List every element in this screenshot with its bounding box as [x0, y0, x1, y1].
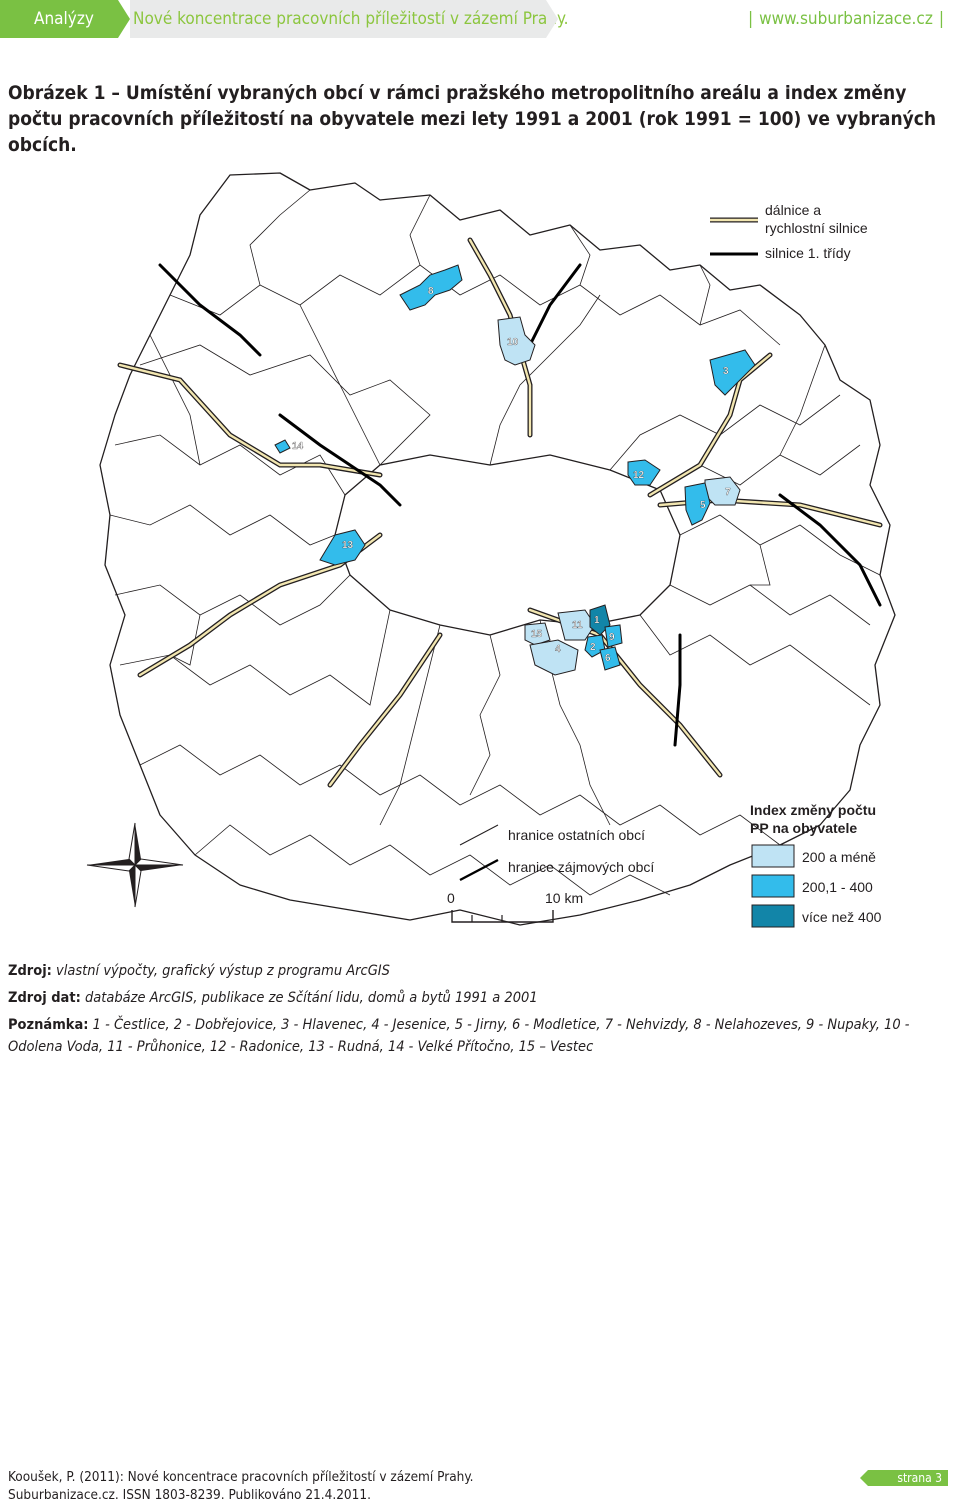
legend-motorway-line2: rychlostní silnice	[765, 220, 868, 236]
legend-class-mid: 200,1 - 400	[802, 879, 873, 895]
north-arrow-icon	[87, 823, 183, 907]
label-13: 13	[342, 540, 354, 551]
index-legend	[750, 802, 882, 927]
scale-end: 10 km	[545, 890, 584, 906]
site-link[interactable]: | www.suburbanizace.cz |	[747, 9, 944, 29]
note-text: 1 - Čestlice, 2 - Dobřejovice, 3 - Hlavenec, 4 - Jesenice, 5 - Jirny, 6 - Modletice, 7 - Nehvizdy, 8 - Nelahozeves, 9 - Nupaky, 10 - Odolena Voda, 11 - Průhonice, 12 - Radonice, 13 - Rudná, 14 - Velké Přítočno, 15 – Vestec	[8, 1017, 910, 1055]
title-arrow	[546, 0, 558, 38]
metro-area-map	[80, 165, 900, 940]
label-2: 2	[590, 642, 596, 653]
section-arrow	[118, 0, 130, 38]
footer-citation: Kooušek, P. (2011): Nové koncentrace pracovních příležitostí v zázemí Prahy.	[8, 1469, 474, 1485]
page-header	[0, 0, 960, 38]
page-badge-arrow	[860, 1470, 868, 1486]
label-8: 8	[428, 286, 434, 297]
legend-class-high: více než 400	[802, 909, 882, 925]
label-9: 9	[609, 632, 615, 643]
legend-motorway-line1: dálnice a	[765, 202, 822, 218]
label-15: 15	[531, 629, 543, 640]
site-url[interactable]: www.suburbanizace.cz	[759, 9, 933, 29]
figure-caption: Obrázek 1 – Umístění vybraných obcí v rámci pražského metropolitního areálu a index změny počtu pracovních příležitostí na obyvatele mezi lety 1991 a 2001 (rok 1991 = 100) ve vybraných obcích.	[8, 82, 937, 156]
label-1: 1	[594, 615, 600, 626]
label-10: 10	[507, 337, 519, 348]
section-label: Analýzy	[0, 0, 118, 38]
footer-issn: Suburbanizace.cz. ISSN 1803-8239. Publikováno 21.4.2011.	[8, 1487, 371, 1503]
data-source-text: databáze ArcGIS, publikace ze Sčítání lidu, domů a bytů 1991 a 2001	[84, 990, 538, 1006]
label-5: 5	[700, 500, 706, 511]
index-legend-title-1: Index změny počtu	[750, 802, 877, 818]
article-title: Nové koncentrace pracovních příležitostí v zázemí Prahy.	[133, 9, 569, 29]
note-label: Poznámka:	[8, 1017, 89, 1033]
legend-swatch-mid	[752, 875, 794, 897]
label-14: 14	[292, 441, 304, 452]
road-legend	[710, 202, 868, 261]
data-source-line	[8, 987, 952, 1009]
page-number: strana 3	[897, 1471, 942, 1485]
index-legend-title-2: PP na obyvatele	[750, 820, 858, 836]
legend-swatch-high	[752, 905, 794, 927]
page-footer	[8, 1468, 473, 1504]
scale-start: 0	[447, 890, 455, 906]
label-6: 6	[605, 653, 611, 664]
legend-border-other: hranice ostatních obcí	[508, 827, 645, 843]
source-text: vlastní výpočty, grafický výstup z programu ArcGIS	[56, 963, 390, 979]
legend-class-low: 200 a méně	[802, 849, 876, 865]
note-line	[8, 1014, 952, 1058]
legend-road1: silnice 1. třídy	[765, 245, 851, 261]
source-line	[8, 960, 952, 982]
legend-swatch-low	[752, 845, 794, 867]
data-source-label: Zdroj dat:	[8, 990, 81, 1006]
label-12: 12	[633, 470, 645, 481]
source-label: Zdroj:	[8, 963, 52, 979]
legend-border-interest: hranice zájmových obcí	[508, 859, 655, 875]
label-11: 11	[572, 620, 583, 631]
label-3: 3	[723, 366, 729, 377]
label-7: 7	[725, 487, 731, 498]
label-4: 4	[555, 644, 561, 655]
